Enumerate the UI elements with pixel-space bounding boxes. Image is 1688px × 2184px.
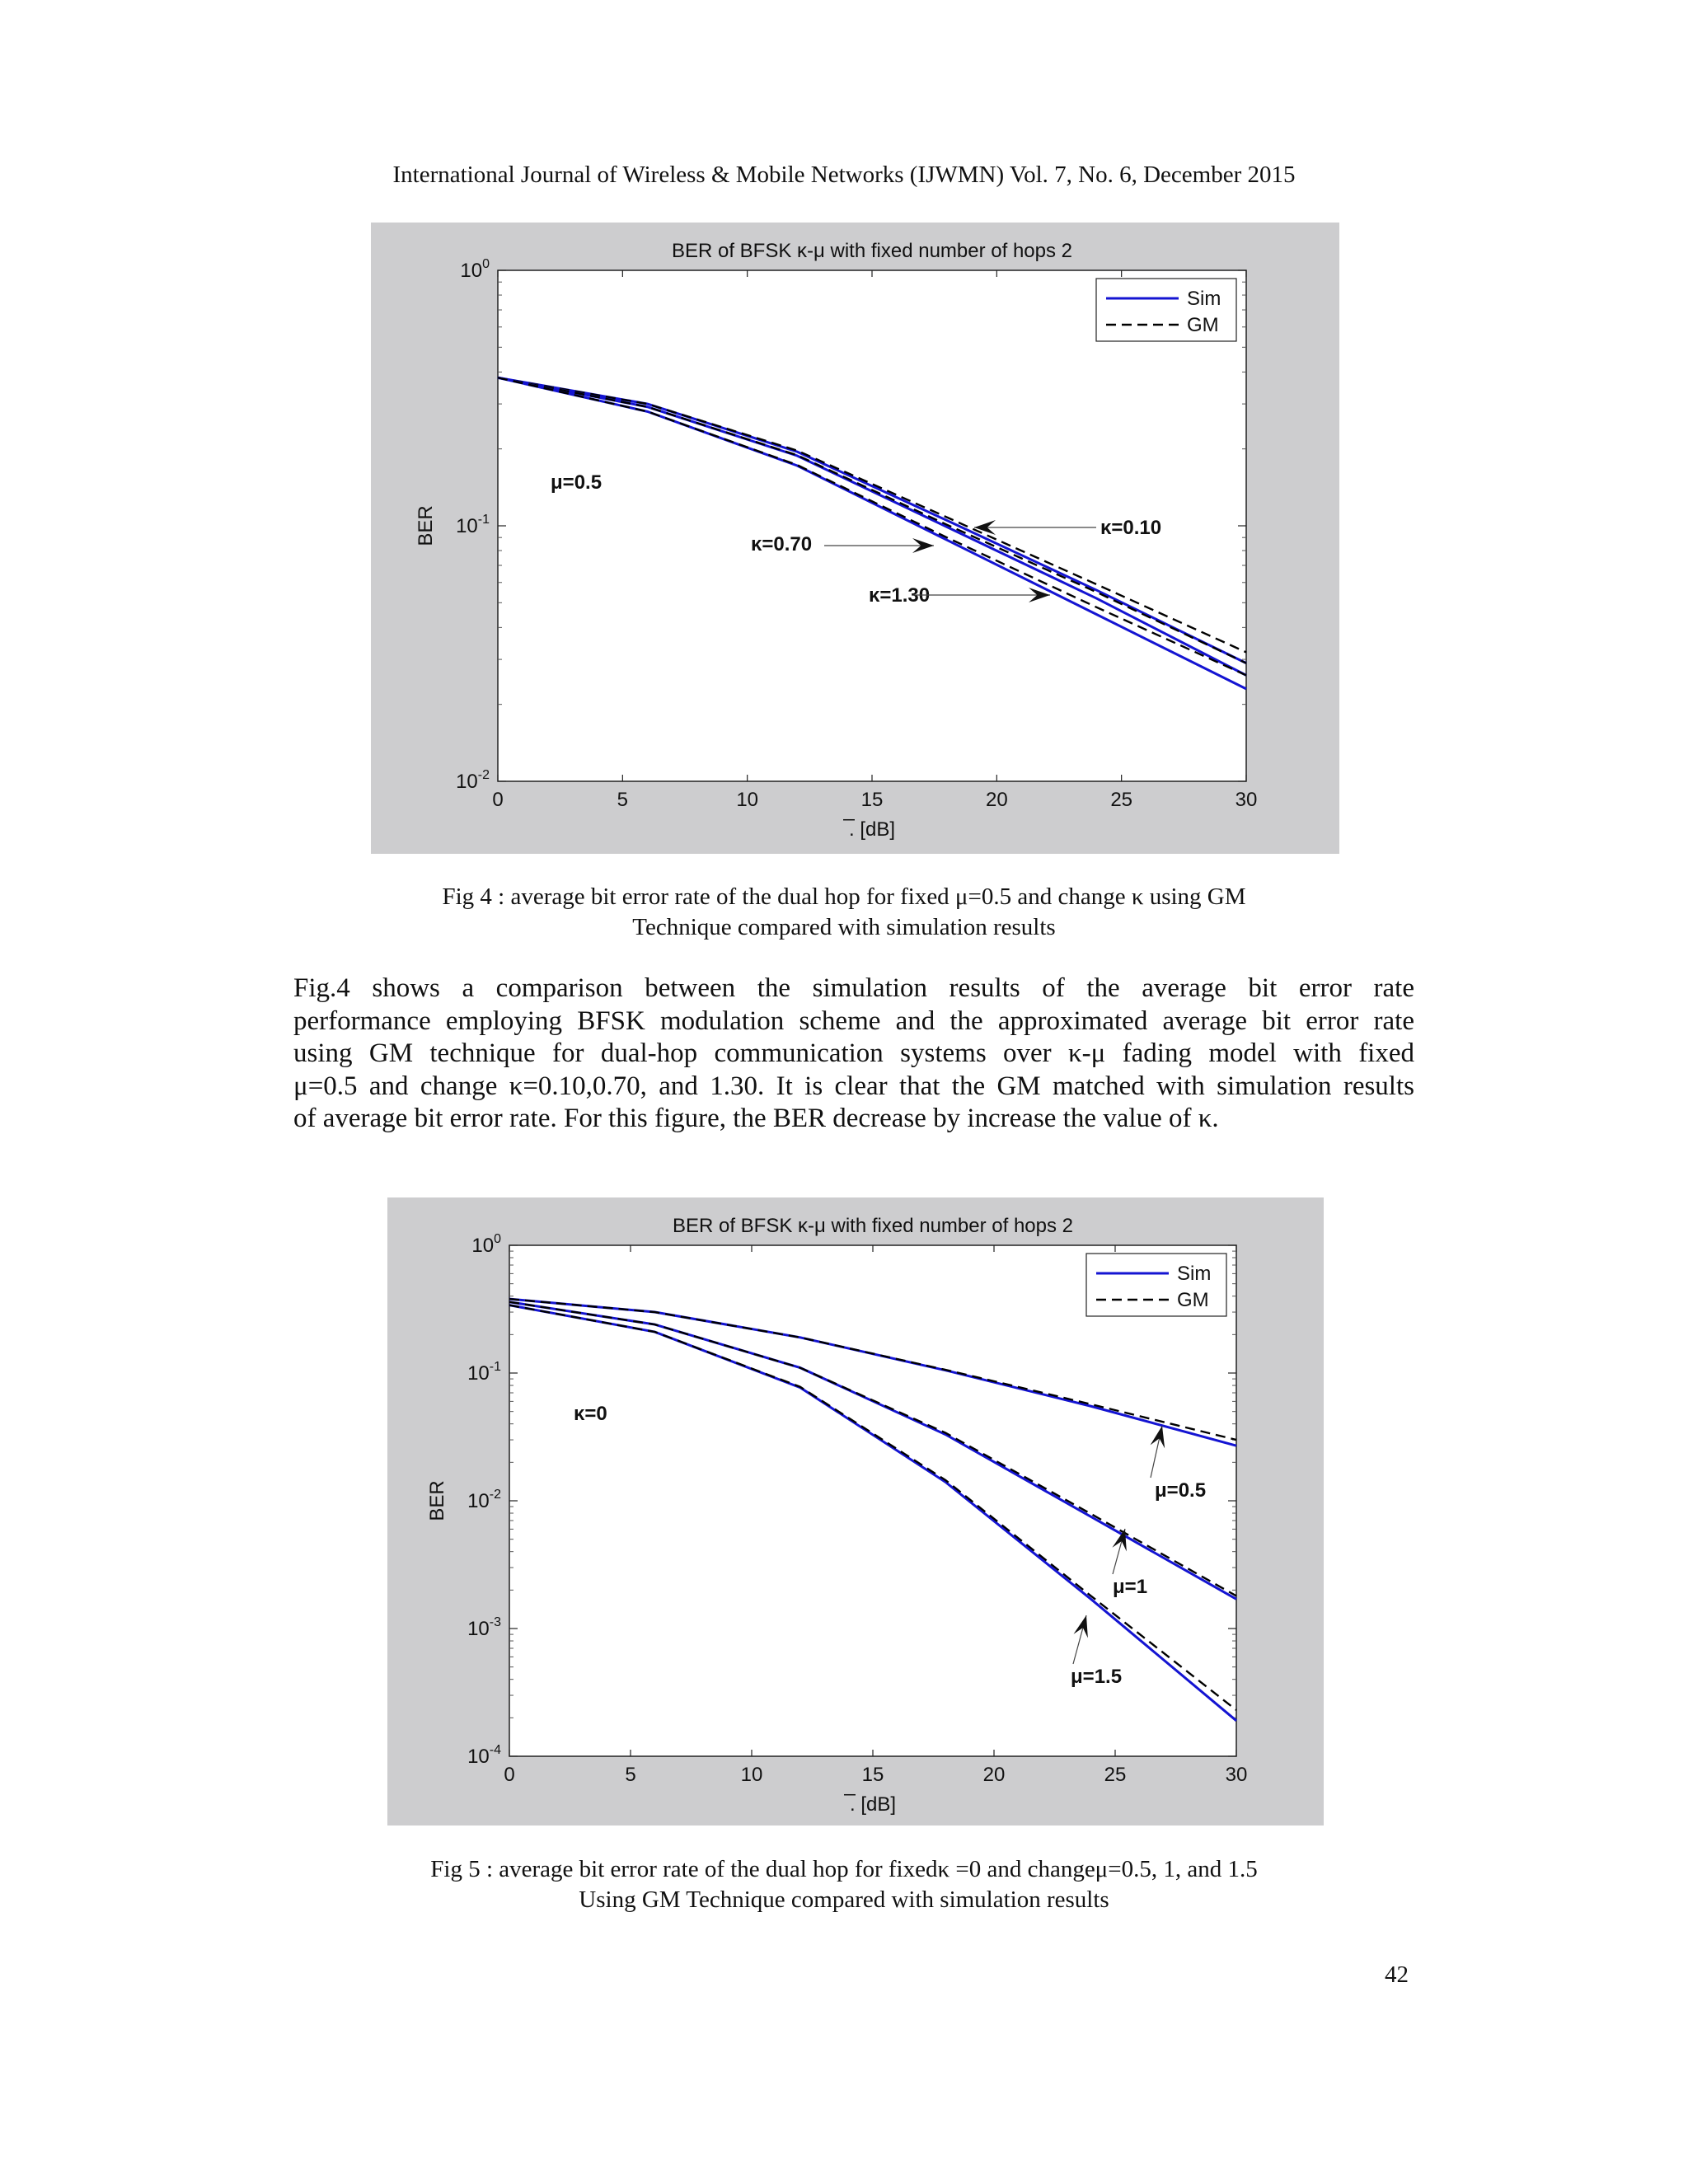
x-tick-label: 10 [740, 1764, 763, 1786]
annotation-label: μ=0.5 [551, 471, 603, 494]
x-tick-label: 5 [625, 1764, 636, 1786]
y-tick-label: $10^{-2}$ [467, 1488, 501, 1512]
y-tick-label: $10^0$ [471, 1232, 501, 1257]
x-axis-label: ̅. [dB] [848, 818, 896, 841]
figure-4-caption-line-1: Fig 4 : average bit error rate of the dual hop for fixed μ=0.5 and change κ using GM [442, 883, 1246, 910]
y-tick-label: $10^{-1}$ [456, 513, 490, 537]
x-tick-label: 15 [861, 1764, 884, 1786]
plot-area [509, 1245, 1236, 1756]
figure-4-caption [0, 882, 1688, 943]
figure-5-chart [387, 1197, 1324, 1825]
annotation-label: κ=0 [574, 1403, 607, 1425]
y-tick-label: $10^{-1}$ [467, 1360, 501, 1385]
legend-gm-label: GM [1177, 1289, 1209, 1311]
y-tick-label: $10^{-3}$ [467, 1615, 501, 1640]
y-axis-label: BER [426, 1480, 448, 1521]
y-tick-label: $10^0$ [460, 257, 490, 282]
x-tick-label: 15 [860, 789, 884, 811]
figure-5-caption [0, 1854, 1688, 1915]
body-paragraph [293, 972, 1414, 1136]
paragraph-line-4: μ=0.5 and change κ=0.10,0.70, and 1.30. It is clear that the GM matched with simulation results [293, 1071, 1414, 1101]
x-tick-label: 0 [492, 789, 504, 811]
annotation-label: μ=1.5 [1071, 1666, 1123, 1688]
annotation-label: κ=0.70 [751, 533, 813, 555]
x-tick-label: 5 [617, 789, 629, 811]
chart-title: BER of BFSK κ-μ with fixed number of hops 2 [672, 1215, 1074, 1237]
annotation-label: μ=1 [1113, 1576, 1148, 1598]
figure-4-chart [371, 223, 1339, 854]
figure-5-caption-line-1: Fig 5 : average bit error rate of the dual hop for fixedκ =0 and changeμ=0.5, 1, and 1.5 [430, 1856, 1258, 1882]
paragraph-line-5: of average bit error rate. For this figure, the BER decrease by increase the value of κ. [293, 1104, 1219, 1133]
annotation-label: κ=1.30 [869, 584, 931, 607]
x-tick-label: 30 [1225, 1764, 1248, 1786]
x-tick-label: 25 [1110, 789, 1133, 811]
paragraph-line-3: using GM technique for dual-hop communication systems over κ-μ fading model with fixed [293, 1038, 1414, 1068]
x-tick-label: 10 [736, 789, 759, 811]
x-tick-label: 25 [1104, 1764, 1127, 1786]
paragraph-line-2: performance employing BFSK modulation scheme and the approximated average bit error rate [293, 1005, 1414, 1036]
x-tick-label: 20 [982, 1764, 1006, 1786]
x-axis-label: ̅. [dB] [849, 1793, 897, 1816]
paragraph-line-1: Fig.4 shows a comparison between the simulation results of the average bit error rate [293, 973, 1414, 1003]
legend-gm-label: GM [1187, 314, 1219, 336]
annotation-label: μ=0.5 [1155, 1479, 1207, 1502]
x-tick-label: 20 [985, 789, 1008, 811]
legend-sim-label: Sim [1177, 1263, 1212, 1285]
y-tick-label: $10^{-4}$ [467, 1743, 501, 1768]
figure-4-caption-line-2: Technique compared with simulation results [632, 914, 1056, 940]
annotation-label: κ=0.10 [1100, 517, 1162, 539]
x-tick-label: 0 [504, 1764, 515, 1786]
running-header: International Journal of Wireless & Mobile Networks (IJWMN) Vol. 7, No. 6, December 2015 [392, 162, 1296, 188]
y-axis-label: BER [415, 505, 437, 546]
chart-title: BER of BFSK κ-μ with fixed number of hops 2 [671, 240, 1073, 262]
legend-sim-label: Sim [1187, 288, 1221, 310]
x-tick-label: 30 [1235, 789, 1258, 811]
y-tick-label: $10^{-2}$ [456, 768, 490, 793]
page-number: 42 [1385, 1961, 1409, 1988]
figure-5-caption-line-2: Using GM Technique compared with simulation results [579, 1886, 1109, 1913]
